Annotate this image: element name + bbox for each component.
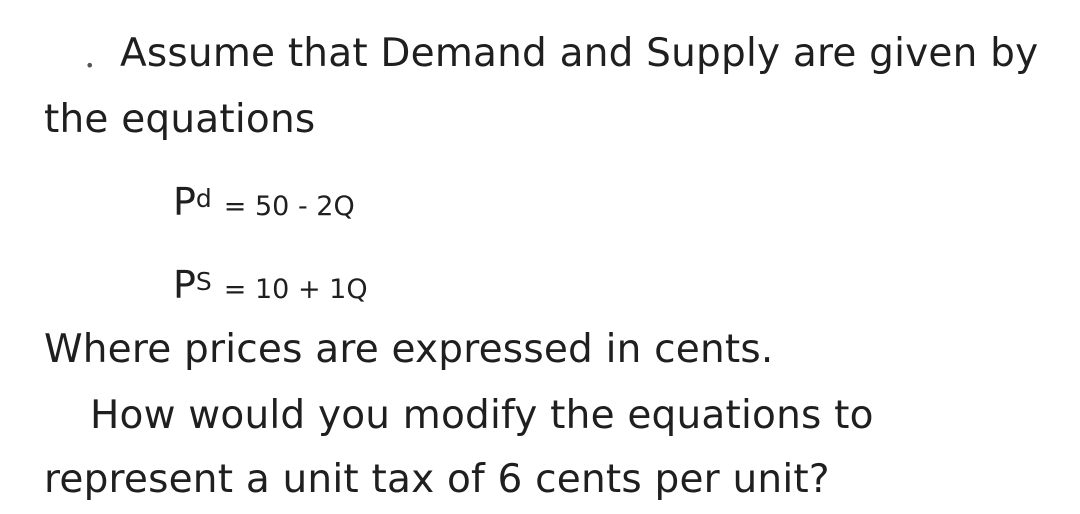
text-line-5: Where prices are expressed in cents. [44,327,774,372]
supply-superscript: S [195,267,212,296]
demand-rhs: = 50 - 2Q [223,191,355,222]
demand-equation [173,180,355,224]
supply-rhs: = 10 + 1Q [223,274,368,305]
text-line-7: represent a unit tax of 6 cents per unit? [44,457,830,502]
demand-superscript: d [195,184,212,213]
supply-equation [173,263,368,307]
bullet-mark: • [85,56,95,75]
supply-price-symbol: P [173,263,196,307]
text-line-2: the equations [44,97,316,142]
text-line-6: How would you modify the equations to [90,393,874,438]
demand-price-symbol: P [173,180,196,224]
text-line-1: Assume that Demand and Supply are given by [120,31,1039,76]
